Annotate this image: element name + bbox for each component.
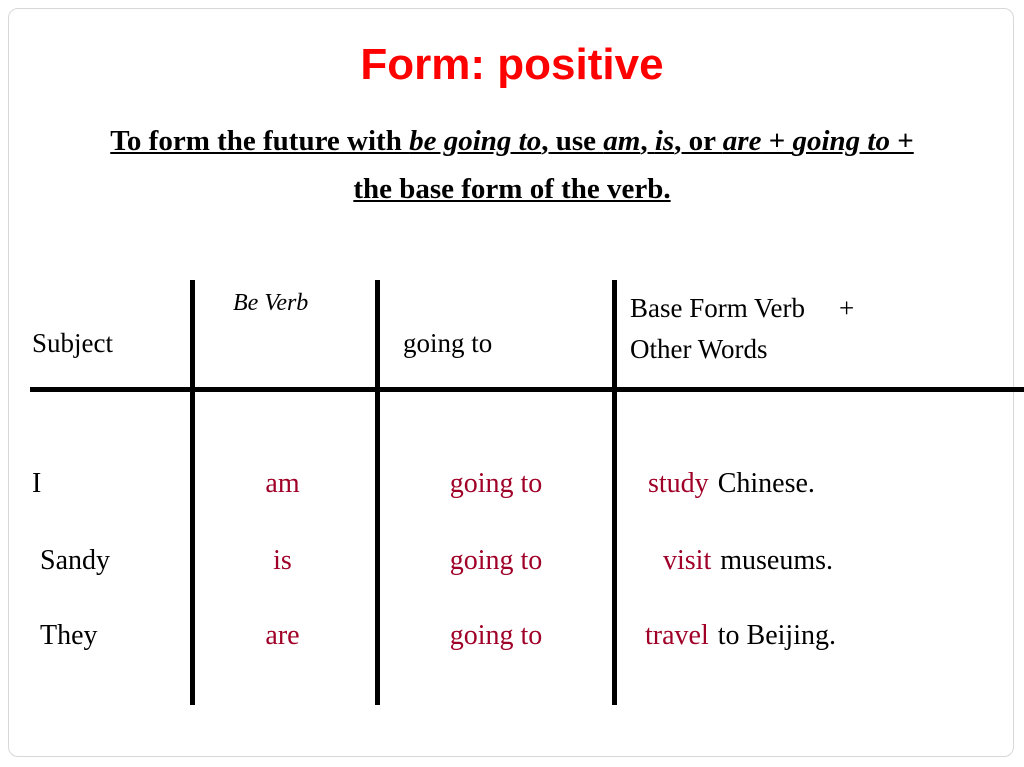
column-header-base-form-plus: + (839, 293, 855, 323)
cell-subject: I (32, 468, 42, 499)
subtitle-tail: + the base form of the verb. (353, 125, 914, 205)
column-header-going-to: going to (403, 328, 493, 358)
subtitle-mid-3: , or (674, 125, 723, 157)
cell-be-verb: are (265, 620, 300, 651)
cell-base-form (663, 545, 1024, 577)
cell-base-form (648, 468, 1024, 500)
subtitle-emphasis-are: are (722, 125, 762, 157)
subtitle-lead: To form the future with (110, 125, 410, 157)
cell-base-form (645, 620, 1024, 652)
cell-subject: Sandy (40, 545, 110, 576)
cell-subject: They (40, 620, 98, 651)
cell-going-to: going to (449, 468, 543, 499)
column-header-subject: Subject (32, 328, 113, 358)
subtitle-emphasis-is: is (654, 125, 675, 157)
subtitle-emphasis-be-going-to: be going to (409, 125, 542, 157)
cell-be-verb: am (265, 468, 300, 499)
subtitle-emphasis-am: am (603, 125, 641, 157)
grammar-table (18, 275, 1018, 705)
cell-base-verb: visit (663, 545, 712, 576)
table-divider-3 (612, 280, 617, 705)
subtitle-emphasis-going-to: going to (792, 125, 890, 157)
cell-other-words: museums. (720, 545, 834, 576)
column-header-base-form (630, 288, 1020, 369)
cell-be-verb: is (273, 545, 292, 576)
table-header-rule (30, 387, 1024, 392)
cell-base-verb: travel (645, 620, 709, 651)
cell-going-to: going to (449, 545, 543, 576)
cell-other-words: Chinese. (717, 468, 815, 499)
column-header-base-form-line1: Base Form Verb (630, 293, 805, 323)
cell-going-to: going to (449, 620, 543, 651)
subtitle-mid-4: + (761, 125, 793, 157)
cell-base-verb: study (648, 468, 709, 499)
column-header-base-form-line2: Other Words (630, 333, 768, 364)
cell-other-words: to Beijing. (717, 620, 836, 651)
column-header-be-verb: Be Verb (233, 290, 309, 316)
subtitle-mid-2: , (640, 125, 655, 157)
page-title: Form: positive (360, 40, 664, 89)
slide-subtitle (92, 118, 932, 214)
subtitle-mid-1: , use (541, 125, 604, 157)
